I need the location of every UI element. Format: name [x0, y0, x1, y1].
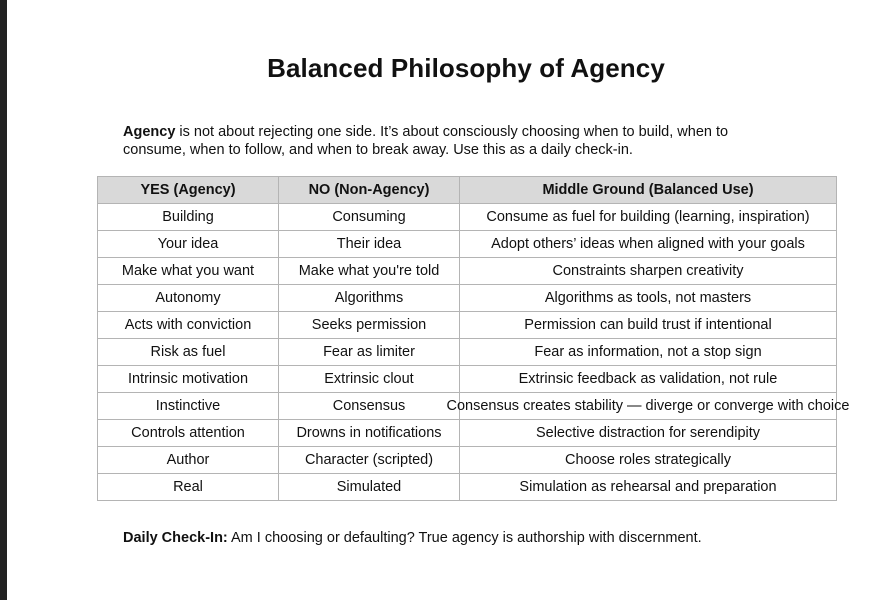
- cell-yes: Intrinsic motivation: [98, 366, 279, 393]
- table-row: [98, 474, 837, 501]
- cell-middle: Fear as information, not a stop sign: [460, 339, 837, 366]
- header-yes: YES (Agency): [98, 177, 279, 204]
- cell-middle: Permission can build trust if intentional: [460, 312, 837, 339]
- cell-yes: Make what you want: [98, 258, 279, 285]
- cell-middle: Selective distraction for serendipity: [460, 420, 837, 447]
- agency-table: [97, 176, 850, 501]
- intro-text: is not about rejecting one side. It’s about consciously choosing when to build, when to consume, when to follow, and when to break away. Use this as a daily check-in.: [123, 124, 729, 158]
- intro-bold-term: Agency: [123, 124, 176, 140]
- window-edge: [0, 0, 7, 600]
- header-middle: Middle Ground (Balanced Use): [460, 177, 837, 204]
- cell-no: Their idea: [279, 231, 460, 258]
- cell-middle: Constraints sharpen creativity: [460, 258, 837, 285]
- cell-no: Drowns in notifications: [279, 420, 460, 447]
- cell-middle-text: Consensus creates stability — diverge or converge with choice: [446, 398, 850, 414]
- cell-middle: Adopt others’ ideas when aligned with your goals: [460, 231, 837, 258]
- cell-no: Consuming: [279, 204, 460, 231]
- document-page: [7, 0, 882, 600]
- table-row: [98, 258, 837, 285]
- header-no: NO (Non-Agency): [279, 177, 460, 204]
- table-row: [98, 312, 837, 339]
- footer-text: Am I choosing or defaulting? True agency is authorship with discernment.: [227, 530, 702, 546]
- cell-middle: Consume as fuel for building (learning, inspiration): [460, 204, 837, 231]
- intro-paragraph: [123, 123, 783, 159]
- cell-yes: Acts with conviction: [98, 312, 279, 339]
- cell-no: Character (scripted): [279, 447, 460, 474]
- daily-check-in: [123, 530, 702, 546]
- cell-middle: Algorithms as tools, not masters: [460, 285, 837, 312]
- cell-yes: Autonomy: [98, 285, 279, 312]
- cell-no: Extrinsic clout: [279, 366, 460, 393]
- cell-no: Seeks permission: [279, 312, 460, 339]
- cell-no: Fear as limiter: [279, 339, 460, 366]
- table-header-row: [98, 177, 837, 204]
- table-row: [98, 447, 837, 474]
- cell-no: Simulated: [279, 474, 460, 501]
- cell-middle: Extrinsic feedback as validation, not rule: [460, 366, 837, 393]
- table-row: [98, 231, 837, 258]
- cell-middle: Simulation as rehearsal and preparation: [460, 474, 837, 501]
- page-title: Balanced Philosophy of Agency: [267, 53, 665, 83]
- cell-yes: Risk as fuel: [98, 339, 279, 366]
- table-row: [98, 420, 837, 447]
- cell-yes: Instinctive: [98, 393, 279, 420]
- cell-middle: Choose roles strategically: [460, 447, 837, 474]
- table-row: [98, 204, 837, 231]
- table-row: [98, 366, 837, 393]
- cell-no: Algorithms: [279, 285, 460, 312]
- cell-no: Make what you're told: [279, 258, 460, 285]
- cell-yes: Controls attention: [98, 420, 279, 447]
- cell-yes: Real: [98, 474, 279, 501]
- cell-yes: Building: [98, 204, 279, 231]
- cell-middle: [446, 393, 850, 420]
- table-row: [98, 285, 837, 312]
- footer-bold-label: Daily Check-In:: [123, 530, 228, 546]
- cell-yes: Author: [98, 447, 279, 474]
- cell-no: Consensus: [279, 393, 460, 420]
- table-row: [98, 339, 837, 366]
- table-row: [98, 393, 837, 420]
- cell-yes: Your idea: [98, 231, 279, 258]
